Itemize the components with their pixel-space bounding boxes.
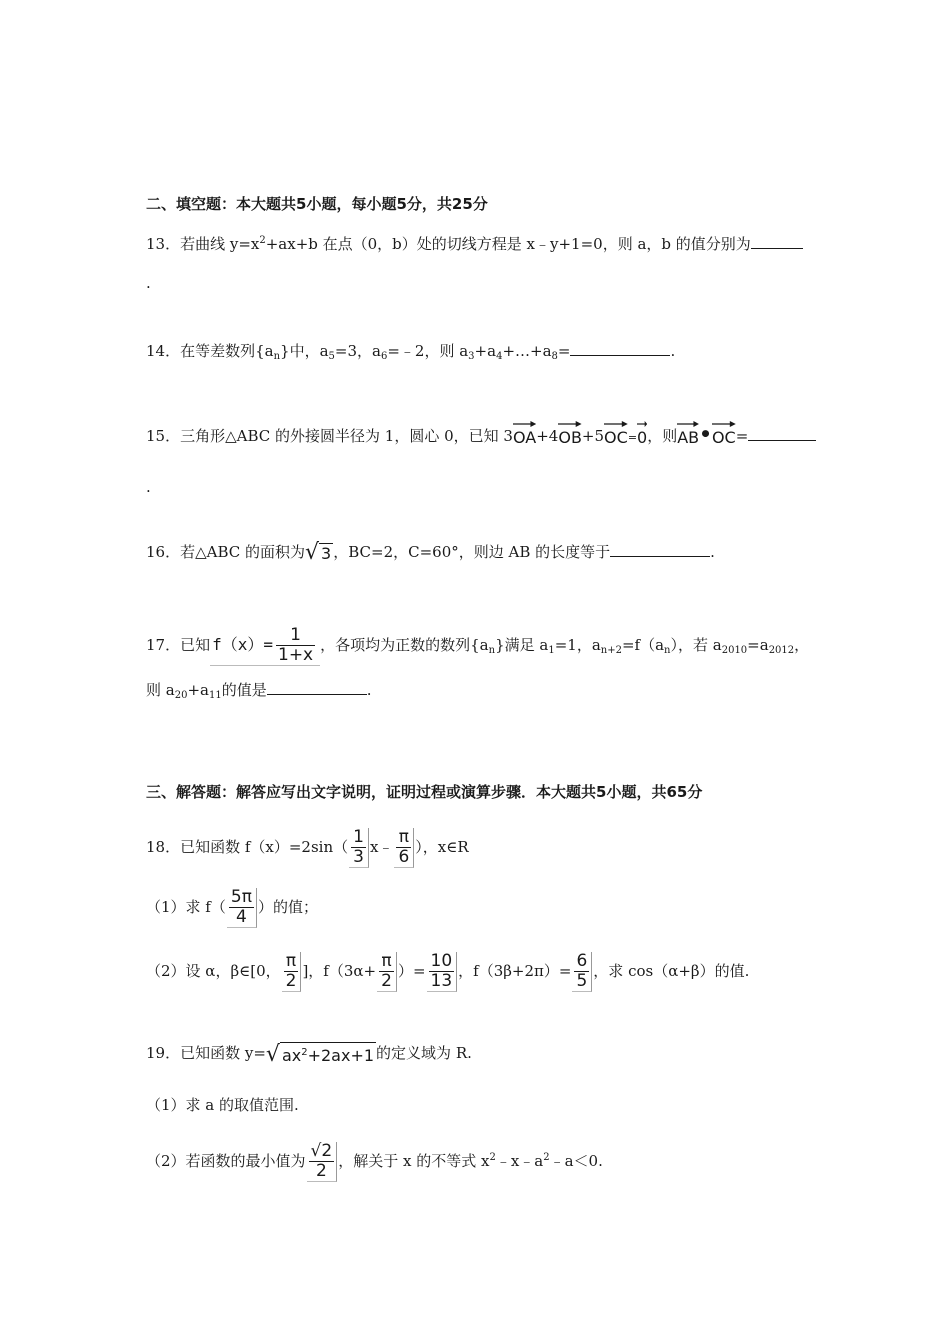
vector-ab: [677, 420, 699, 448]
q18-text: ，f（3β+2π）=: [458, 962, 572, 980]
q14-sub: 5: [328, 351, 335, 362]
fraction-10-13: [427, 952, 458, 992]
vector-label: OC: [711, 428, 736, 447]
section-heading-solutions: 三、解答题：解答应写出文字说明，证明过程或演算步骤．本大题共5小题，共65分: [146, 783, 703, 801]
fraction-numerator: π: [396, 828, 411, 848]
section-heading-fill-in: 二、填空题：本大题共5小题，每小题5分，共25分: [146, 195, 488, 213]
q17-text: ，各项均为正数的数列{a: [320, 636, 489, 654]
question-18-part-2: [146, 952, 749, 992]
q14-end: .: [670, 342, 676, 360]
q17-text: 17．已知: [146, 636, 211, 654]
sqrt-sign: √: [305, 539, 320, 565]
q13-text-b: +ax+b 在点（0，b）处的切线方程是 x﹣y+1=0，则 a，b 的值分别为: [265, 235, 751, 253]
q17-text: 的值是: [221, 681, 267, 699]
q19-text: ﹣a＜0.: [549, 1152, 603, 1170]
sqrt-3: [305, 539, 333, 565]
question-18-part-1: [146, 888, 318, 928]
fraction-numerator: π: [379, 952, 394, 972]
q14-sub: 3: [468, 351, 475, 362]
answer-blank[interactable]: [748, 426, 816, 441]
answer-blank[interactable]: [267, 680, 367, 695]
fraction-5pi-4: [227, 888, 257, 928]
q15-text: ，则: [647, 427, 678, 445]
fraction-sqrt2-2: [307, 1142, 338, 1182]
q17-text: =1，a: [554, 636, 601, 654]
q17-sub: 1: [548, 645, 555, 656]
q18-text: 18．已知函数 f（x）=2sin（: [146, 838, 349, 856]
vector-oa: [513, 420, 536, 448]
q14-text: +a: [474, 342, 497, 360]
question-19: [146, 1042, 472, 1066]
fraction-numerator: 10: [430, 951, 453, 971]
vector-zero: [637, 420, 647, 448]
q15-dot: •: [699, 422, 712, 446]
q14-sub: 4: [496, 351, 503, 362]
vector-arrow-icon: [604, 420, 628, 428]
vector-ob: [558, 420, 582, 448]
q17-sub: 11: [208, 690, 222, 701]
q14-sub: 8: [551, 351, 558, 362]
question-19-part-1: （1）求 a 的取值范围.: [146, 1096, 299, 1114]
radicand-sup: 2: [301, 1047, 308, 1058]
q14-sub: n: [273, 351, 281, 362]
q14-sub: 6: [380, 351, 388, 362]
q17-sub: 20: [174, 690, 188, 701]
fraction-pi-6: [394, 828, 414, 868]
q15-text: =: [627, 431, 638, 444]
fraction-denominator: 2: [381, 971, 392, 991]
q13-text: 13．若曲线 y=x: [146, 235, 260, 253]
fraction-denominator: 4: [235, 907, 247, 927]
q19-text: 的定义域为 R.: [376, 1044, 472, 1062]
radicand-part: +2ax+1: [307, 1046, 375, 1065]
question-17: [146, 626, 809, 666]
q17-text: ），若 a: [670, 636, 722, 654]
radicand-part: ax: [281, 1046, 302, 1065]
sqrt-expression: [266, 1042, 376, 1066]
q19-text: 19．已知函数 y=: [146, 1044, 266, 1062]
q15-text: =: [735, 427, 749, 445]
question-14: [146, 341, 675, 367]
q17-function: [210, 626, 320, 666]
answer-blank[interactable]: [751, 234, 803, 249]
question-17-line-2: [146, 680, 372, 706]
q13-sup: 2: [259, 235, 266, 246]
sqrt-radicand: 3: [321, 543, 332, 563]
vector-arrow-icon: [558, 420, 582, 428]
q13-continuation: .: [146, 274, 151, 292]
answer-blank[interactable]: [570, 341, 670, 356]
question-13: [146, 231, 803, 254]
fraction-denominator: 2: [315, 1161, 327, 1181]
q17-sub: 2010: [721, 645, 748, 656]
fraction-numerator: √2: [310, 1141, 333, 1161]
q18-text: （2）设 α，β∈[0，: [146, 962, 281, 980]
fraction-denominator: 3: [353, 847, 364, 867]
question-18: [146, 828, 469, 868]
vector-oc-2: [712, 420, 736, 448]
fraction-denominator: 6: [398, 847, 410, 867]
q14-text: }中，a: [280, 342, 329, 360]
q17-text: =f（a: [621, 636, 665, 654]
fraction-denominator: 13: [430, 971, 453, 991]
q17-text: =a: [747, 636, 769, 654]
vector-arrow-icon: [712, 420, 736, 428]
vector-arrow-icon: [677, 420, 699, 428]
q19-text: （2）若函数的最小值为: [146, 1152, 306, 1170]
fraction-6-5: [572, 952, 592, 992]
q19-text: ，解关于 x 的不等式 x: [338, 1152, 490, 1170]
q15-text: +4: [536, 427, 559, 445]
fraction-denominator: 2: [285, 971, 297, 991]
q14-text: 14．在等差数列{a: [146, 342, 274, 360]
q19-text: ﹣x﹣a: [495, 1152, 544, 1170]
q16-end: .: [710, 543, 715, 561]
q17-text: ，: [794, 636, 810, 654]
q15-text: +5: [581, 427, 605, 445]
q18-text: ]，f（3α+: [302, 962, 377, 980]
question-19-part-2: [146, 1142, 603, 1182]
q18-text: ，求 cos（α+β）的值.: [593, 962, 750, 980]
fraction-numerator: 5π: [230, 887, 252, 907]
q18-text: ）的值；: [257, 898, 318, 916]
vector-label: AB: [677, 428, 700, 447]
vector-label: OC: [604, 428, 628, 447]
question-16: [146, 539, 715, 565]
q15-text: 15．三角形△ABC 的外接圆半径为 1，圆心 0，已知 3: [146, 427, 513, 445]
q19-sup: 2: [489, 1152, 496, 1163]
sqrt-radicand: [280, 1042, 376, 1066]
fraction-numerator: π: [284, 952, 299, 972]
q15-continuation: .: [146, 478, 151, 496]
vector-oc: [604, 420, 628, 448]
vector-label: OA: [512, 428, 537, 447]
q17-text: }满足 a: [495, 636, 549, 654]
vector-arrow-icon: [513, 420, 536, 428]
q17-text: +a: [187, 681, 209, 699]
q18-text: ）=: [397, 962, 426, 980]
fraction-1-3: [349, 828, 369, 868]
q17-text: 则 a: [146, 681, 175, 699]
vector-arrow-icon: [637, 420, 647, 428]
q17-fraction: [274, 626, 317, 665]
question-15: [146, 420, 816, 448]
q17-sub: n+2: [600, 645, 622, 656]
fraction-denominator: 1+x: [278, 645, 314, 665]
fraction-pi-2: [282, 952, 302, 992]
fraction-numerator: 1: [276, 626, 315, 646]
q18-text: x﹣: [369, 838, 394, 856]
q17-sub: n: [488, 645, 496, 656]
q18-text: （1）求 f（: [146, 898, 226, 916]
answer-blank[interactable]: [610, 542, 710, 557]
q14-text: =﹣2，则 a: [387, 342, 469, 360]
q17-sub: 2012: [768, 645, 795, 656]
q14-text: =3，a: [334, 342, 381, 360]
q14-text: +…+a: [502, 342, 552, 360]
fraction-denominator: 5: [576, 971, 588, 991]
q19-sup: 2: [543, 1152, 550, 1163]
vector-label: 0: [637, 428, 648, 447]
fraction-numerator: 1: [353, 827, 364, 847]
q17-sub: n: [664, 645, 671, 656]
sqrt-sign: √: [265, 1042, 280, 1067]
fraction-pi-2: [377, 952, 397, 992]
q14-text: =: [557, 342, 571, 360]
q17-end: .: [366, 681, 372, 699]
q16-text: 16．若△ABC 的面积为: [146, 543, 306, 561]
fraction-numerator: 6: [576, 951, 588, 971]
q18-text: ），x∈R: [415, 838, 469, 856]
q16-text: ，BC=2，C=60°，则边 AB 的长度等于: [333, 543, 611, 561]
q17-fx: f（x）=: [212, 635, 273, 654]
vector-label: OB: [558, 428, 582, 447]
